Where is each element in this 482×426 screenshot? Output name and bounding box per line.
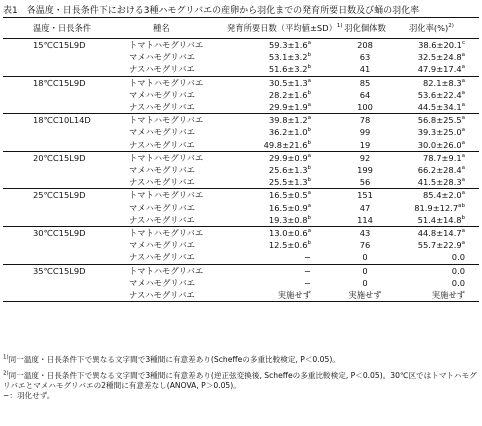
species-cell: トマトハモグリバエ: [129, 265, 204, 276]
count-cell: 199: [357, 165, 373, 176]
days-cell: 59.3±1.6$^a$: [269, 40, 311, 50]
count-cell: 43: [359, 228, 371, 239]
condition-cell: [3, 214, 113, 227]
condition-cell: [3, 51, 113, 63]
species-cell: マメハモグリバエ: [129, 165, 196, 176]
rate-cell: 30.0±26.0$^a$: [389, 139, 479, 152]
species-cell: マメハモグリバエ: [129, 89, 196, 100]
table-row: [3, 51, 479, 63]
days-cell: 39.8±1.2$^a$: [269, 115, 311, 126]
condition-cell: [3, 63, 113, 76]
rate-cell: 41.5±28.3$^a$: [389, 176, 479, 189]
species-cell: トマトハモグリバエ: [129, 40, 204, 50]
days-cell: 36.2±1.0$^b$: [268, 127, 311, 138]
footnote-3: −：羽化せず。: [3, 391, 55, 400]
count-cell: 56: [341, 176, 389, 189]
days-cell: 16.5±0.5$^a$: [269, 190, 311, 201]
days-cell: 25.5±1.3$^b$: [221, 176, 341, 189]
count-cell: 151: [357, 190, 373, 201]
count-cell: 208: [357, 40, 373, 50]
table-row: [3, 101, 479, 114]
count-cell: 0: [362, 265, 368, 276]
days-cell: 25.6±1.3$^b$: [268, 165, 311, 176]
species-cell: ナスハモグリバエ: [113, 289, 221, 302]
condition-cell: 20℃C15L9D: [33, 152, 86, 163]
species-cell: トマトハモグリバエ: [129, 190, 204, 201]
table-row: [3, 251, 479, 264]
rate-cell: 0.0: [389, 251, 479, 264]
count-cell: 85: [359, 77, 371, 88]
rate-cell: 66.2±28.4$^a$: [417, 165, 465, 176]
count-cell: 99: [359, 127, 371, 138]
days-cell: −: [221, 251, 341, 264]
header-species: 種名: [113, 18, 221, 39]
rate-cell: 53.6±22.4$^a$: [417, 89, 465, 100]
days-cell: 13.0±0.6$^a$: [269, 228, 311, 239]
condition-cell: 25℃C15L9D: [33, 190, 86, 201]
rate-cell: 78.7±9.1$^a$: [423, 152, 465, 163]
table-row: [3, 39, 479, 52]
species-cell: ナスハモグリバエ: [113, 63, 221, 76]
count-cell: 0: [341, 251, 389, 264]
condition-cell: [3, 176, 113, 189]
species-cell: マメハモグリバエ: [129, 277, 196, 288]
count-cell: 63: [359, 52, 371, 63]
table-row: [3, 214, 479, 227]
rate-cell: 44.5±34.1$^a$: [389, 101, 479, 114]
condition-cell: [3, 289, 113, 302]
days-cell: 29.9±1.9$^a$: [221, 101, 341, 114]
footnote-1: $^{1)}$同一温度・日長条件下で異なる文字間で3種間に有意差あり(Scheffeの多重比較検定, P＜0.05)。: [3, 354, 340, 364]
count-cell: 114: [341, 214, 389, 227]
condition-cell: [3, 89, 113, 101]
rate-cell: 82.1±8.3$^a$: [423, 77, 465, 88]
table-row: [3, 189, 479, 202]
species-cell: トマトハモグリバエ: [129, 77, 204, 88]
table-row: [3, 139, 479, 152]
table-row: [3, 164, 479, 176]
days-cell: 16.5±0.9$^a$: [269, 202, 311, 213]
condition-cell: [3, 202, 113, 214]
footnote-2: $^{2)}$同一温度・日長条件下で異なる文字間で3種間に有意差あり(逆正弦変換後, Scheffeの多重比較検定, P＜0.05)。30℃区ではトマトハモグリバエとマメハモグリバエの2種間に有意差なし(ANOVA, P＞0.05)。: [3, 370, 477, 390]
count-cell: 64: [359, 89, 371, 100]
table-row: [3, 277, 479, 289]
rate-cell: 81.9±12.7$^{ab}$: [414, 202, 465, 213]
species-cell: マメハモグリバエ: [129, 240, 196, 251]
footnotes: [3, 355, 479, 401]
rate-cell: 47.9±17.4$^a$: [389, 63, 479, 76]
count-cell: 92: [359, 152, 371, 163]
table-row: [3, 89, 479, 101]
table-row: [3, 63, 479, 76]
days-cell: 49.8±21.6$^b$: [221, 139, 341, 152]
days-cell: 53.1±3.2$^b$: [268, 52, 311, 63]
species-cell: マメハモグリバエ: [129, 202, 196, 213]
species-cell: ナスハモグリバエ: [113, 176, 221, 189]
species-cell: トマトハモグリバエ: [129, 115, 204, 126]
days-cell: −: [304, 265, 311, 276]
species-cell: ナスハモグリバエ: [113, 251, 221, 264]
condition-cell: [3, 164, 113, 176]
condition-cell: 15℃C15L9D: [33, 40, 86, 50]
days-cell: 51.6±3.2$^b$: [221, 63, 341, 76]
species-cell: ナスハモグリバエ: [113, 139, 221, 152]
days-cell: 30.5±1.3$^a$: [269, 77, 311, 88]
species-cell: ナスハモグリバエ: [113, 101, 221, 114]
table-row: [3, 289, 479, 302]
table-row: [3, 76, 479, 89]
rate-cell: 51.4±14.8$^b$: [389, 214, 479, 227]
count-cell: 47: [359, 202, 371, 213]
rate-cell: 0.0: [451, 265, 465, 276]
header-days: 発育所要日数（平均値±SD）$^{1)}$: [221, 18, 341, 39]
rate-cell: 32.5±24.8$^a$: [417, 52, 465, 63]
days-cell: 28.2±1.6$^b$: [268, 89, 311, 100]
species-cell: トマトハモグリバエ: [129, 228, 204, 239]
species-cell: ナスハモグリバエ: [113, 214, 221, 227]
condition-cell: [3, 126, 113, 138]
table-row: [3, 239, 479, 251]
species-cell: マメハモグリバエ: [129, 52, 196, 63]
condition-cell: 30℃C15L9D: [33, 228, 86, 239]
days-cell: 29.9±0.9$^a$: [269, 152, 311, 163]
table-row: [3, 151, 479, 164]
table-body: [3, 39, 479, 302]
days-cell: −: [304, 277, 311, 288]
condition-cell: [3, 277, 113, 289]
count-cell: 41: [341, 63, 389, 76]
table-row: [3, 176, 479, 189]
species-cell: トマトハモグリバエ: [129, 152, 204, 163]
days-cell: 12.5±0.6$^b$: [268, 240, 311, 251]
rate-cell: 実施せず: [389, 289, 479, 302]
rate-cell: 55.7±22.9$^a$: [417, 240, 465, 251]
condition-cell: 35℃C15L9D: [33, 265, 86, 276]
count-cell: 0: [362, 277, 368, 288]
count-cell: 100: [341, 101, 389, 114]
rate-cell: 85.4±2.0$^a$: [423, 190, 465, 201]
condition-cell: [3, 101, 113, 114]
table-row: [3, 114, 479, 127]
condition-cell: [3, 139, 113, 152]
days-cell: 19.3±0.8$^b$: [221, 214, 341, 227]
table-row: [3, 264, 479, 277]
days-cell: 実施せず: [221, 289, 341, 302]
rate-cell: 39.3±25.0$^a$: [417, 127, 465, 138]
count-cell: 19: [341, 139, 389, 152]
count-cell: 実施せず: [341, 289, 389, 302]
condition-cell: [3, 251, 113, 264]
table-row: [3, 202, 479, 214]
header-row: [3, 18, 479, 39]
table-caption: 表1 各温度・日長条件下における3種ハモグリバエの産卵から羽化までの発育所要日数及び蛹の羽化率: [3, 6, 420, 16]
header-rate: 羽化率(%)$^{2)}$: [389, 18, 479, 39]
condition-cell: [3, 239, 113, 251]
rate-cell: 44.8±14.7$^a$: [417, 228, 465, 239]
count-cell: 78: [359, 115, 371, 126]
development-table: [3, 17, 479, 302]
rate-cell: 56.8±25.5$^a$: [417, 115, 465, 126]
table-row: [3, 126, 479, 138]
table-row: [3, 227, 479, 240]
header-condition: 温度・日長条件: [3, 18, 113, 39]
condition-cell: 18℃C15L9D: [33, 77, 86, 88]
rate-cell: 38.6±20.1$^c$: [418, 40, 465, 50]
count-cell: 76: [359, 240, 371, 251]
condition-cell: 18℃C10L14D: [33, 115, 91, 126]
header-count: 羽化個体数: [341, 18, 389, 39]
rate-cell: 0.0: [451, 277, 465, 288]
species-cell: マメハモグリバエ: [129, 127, 196, 138]
